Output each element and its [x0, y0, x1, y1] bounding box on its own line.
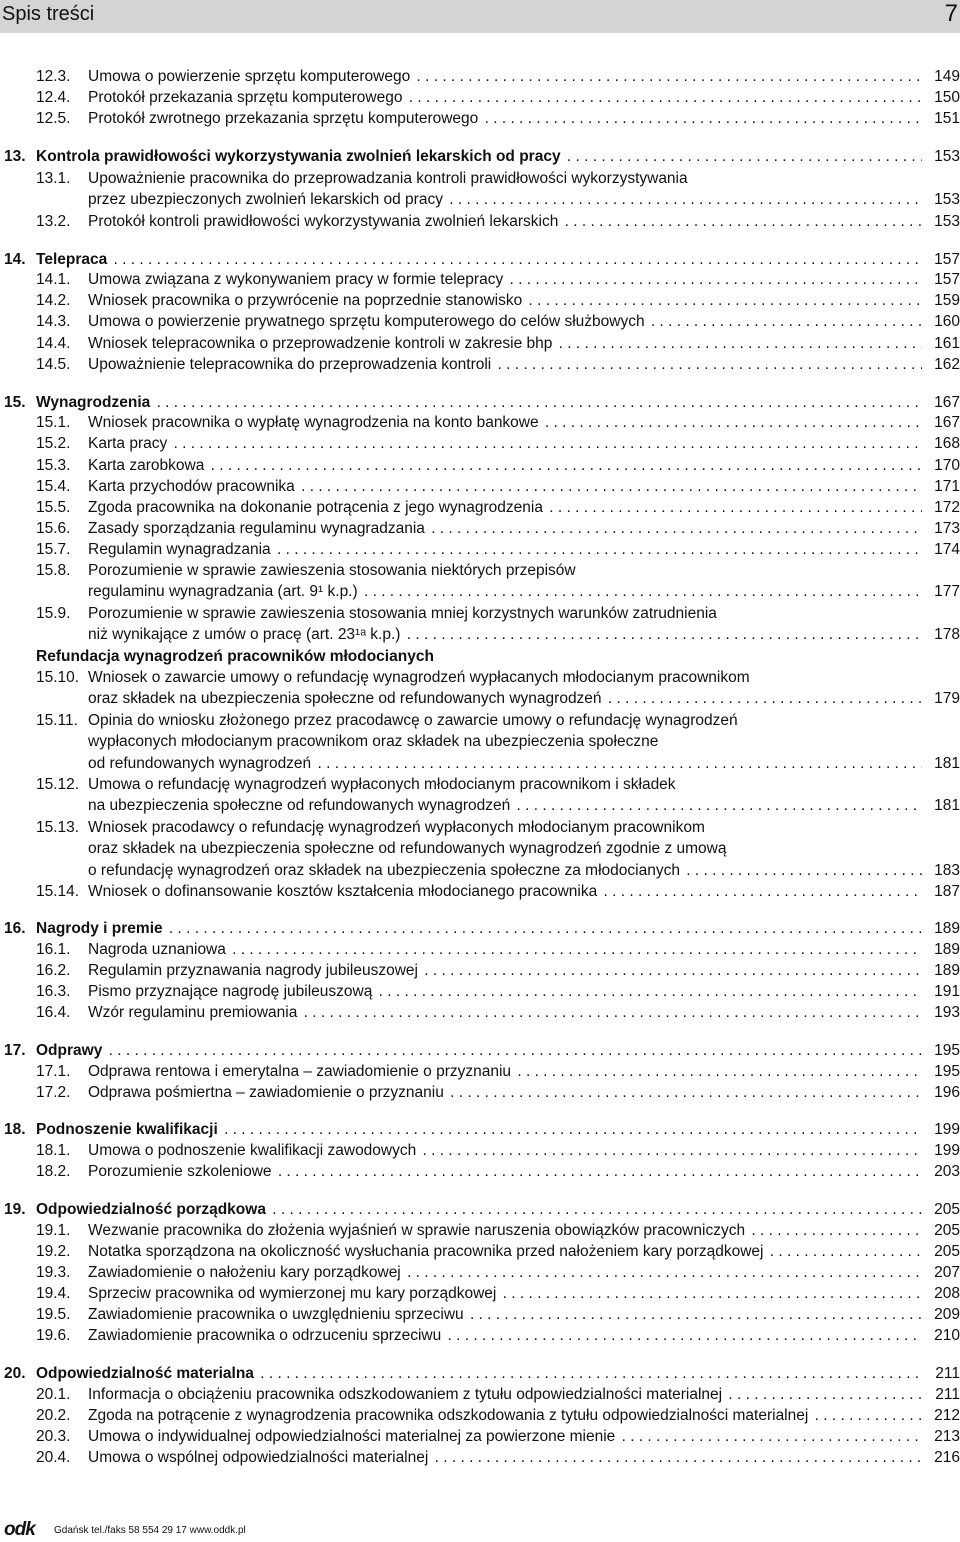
- toc-entry-title: Wniosek pracownika o wypłatę wynagrodzenia na konto bankowe: [88, 414, 539, 431]
- toc-page-number: 189: [934, 920, 960, 937]
- toc-entry-number: 18.1.: [36, 1142, 71, 1159]
- toc-entry-number: 15.6.: [36, 520, 71, 537]
- toc-entry-title: Umowa o powierzenie sprzętu komputerowego: [88, 68, 411, 85]
- toc-entry-number: 16.2.: [36, 962, 71, 979]
- toc-chapter-title: Nagrody i premie: [36, 920, 163, 937]
- toc-entry-title: Regulamin wynagradzania: [88, 541, 271, 558]
- toc-entry-number: 16.1.: [36, 941, 71, 958]
- toc-entry-title: Wezwanie pracownika do złożenia wyjaśnień w sprawie naruszenia obowiązków pracowniczych: [88, 1222, 746, 1239]
- toc-page-number: 199: [934, 1121, 960, 1138]
- toc-entry-title: o refundację wynagrodzeń oraz składek na ubezpieczenia społeczne za młodocianych: [88, 861, 680, 879]
- toc-page-number: 153: [934, 213, 960, 230]
- toc-entry-title: Karta pracy: [88, 435, 168, 452]
- toc-entry-number: 15.1.: [36, 414, 71, 431]
- toc-chapter[interactable]: [4, 1363, 960, 1385]
- toc-chapter[interactable]: [4, 1199, 960, 1221]
- toc-page-number: 207: [934, 1264, 960, 1281]
- toc-page-number: 205: [934, 1201, 960, 1218]
- toc-entry-number: 19.4.: [36, 1285, 71, 1302]
- toc-page-number: 216: [934, 1449, 960, 1466]
- toc-entry-number: 15.14.: [36, 883, 80, 900]
- toc-entry-number: 19.3.: [36, 1264, 71, 1281]
- toc-entry-number: 15.13.: [36, 819, 80, 836]
- toc-entry-number: 13.1.: [36, 170, 71, 187]
- toc-page-number: 151: [934, 110, 960, 127]
- toc-entry-title: Wniosek o zawarcie umowy o refundację wynagrodzeń wypłacanych młodocianym pracownikom: [88, 669, 750, 686]
- toc-page-number: 183: [934, 861, 960, 879]
- toc-entry-title: Porozumienie szkoleniowe: [88, 1163, 272, 1180]
- toc-entry-title: Karta zarobkowa: [88, 457, 205, 474]
- toc-page-number: 159: [934, 292, 960, 309]
- toc-entry-number: 15.9.: [36, 605, 71, 622]
- toc-entry-number: 17.2.: [36, 1084, 71, 1101]
- toc-page-number: 150: [934, 89, 960, 106]
- toc-entry-title: Upoważnienie pracownika do przeprowadzania kontroli prawidłowości wykorzystywania: [88, 170, 688, 187]
- toc-page-number: 181: [934, 754, 960, 772]
- toc-entry-number: 15.4.: [36, 478, 71, 495]
- toc-entry-title: Zawiadomienie o nałożeniu kary porządkowej: [88, 1264, 401, 1281]
- toc-entry-title: wypłaconych młodocianym pracownikom oraz składek na ubezpieczenia społeczne: [88, 733, 659, 751]
- toc-entry-number: 13.2.: [36, 213, 71, 230]
- toc-entry-title: Umowa o indywidualnej odpowiedzialności materialnej za powierzone mienie: [88, 1428, 616, 1445]
- toc-page-number: 187: [934, 883, 960, 900]
- toc-page-number: 211: [935, 1365, 960, 1382]
- toc-page-number: 177: [934, 583, 960, 601]
- toc-page-number: 208: [934, 1285, 960, 1302]
- toc-page-number: 153: [934, 148, 960, 165]
- toc-entry-number: 18.2.: [36, 1163, 71, 1180]
- toc-entry-number: 15.7.: [36, 541, 71, 558]
- toc-page-number: 195: [934, 1042, 960, 1059]
- toc-page-number: 161: [934, 335, 960, 352]
- toc-entry-title: Wniosek pracodawcy o refundację wynagrodzeń wypłaconych młodocianym pracownikom: [88, 819, 705, 836]
- toc-page-number: 157: [934, 271, 960, 288]
- toc-entry-title: Odprawa rentowa i emerytalna – zawiadomienie o przyznaniu: [88, 1063, 512, 1080]
- toc-entry-title: Wzór regulaminu premiowania: [88, 1004, 298, 1021]
- toc-entry-title: od refundowanych wynagrodzeń: [88, 754, 312, 772]
- toc-page-number: 181: [934, 797, 960, 815]
- toc-chapter[interactable]: [4, 392, 960, 414]
- toc-entry-title: Wniosek pracownika o przywrócenie na poprzednie stanowisko: [88, 292, 523, 309]
- toc-section-heading: Refundacja wynagrodzeń pracowników młodocianych: [36, 648, 434, 665]
- toc-entry-number: 15.10.: [36, 669, 80, 686]
- toc-chapter-number: 17.: [4, 1042, 26, 1059]
- toc-page-number: 167: [934, 414, 960, 431]
- toc-entry-title: oraz składek na ubezpieczenia społeczne od refundowanych wynagrodzeń: [88, 690, 602, 708]
- toc-page-number: 160: [934, 313, 960, 330]
- toc-chapter-number: 19.: [4, 1201, 26, 1218]
- toc-entry-title: Wniosek telepracownika o przeprowadzenie kontroli w zakresie bhp: [88, 335, 553, 352]
- toc-page-number: 203: [934, 1163, 960, 1180]
- toc-entry-number: 15.3.: [36, 457, 71, 474]
- toc-entry-title: Nagroda uznaniowa: [88, 941, 226, 958]
- toc-chapter-number: 14.: [4, 251, 26, 268]
- toc-entry-title: Odprawa pośmiertna – zawiadomienie o przyznaniu: [88, 1084, 444, 1101]
- toc-page-number: 157: [934, 251, 960, 268]
- toc-page-number: 213: [934, 1428, 960, 1445]
- toc-page-number: 196: [934, 1084, 960, 1101]
- toc-entry-title: Protokół zwrotnego przekazania sprzętu komputerowego: [88, 110, 479, 127]
- toc-entry-title: Karta przychodów pracownika: [88, 478, 295, 495]
- toc-entry-title: Opinia do wniosku złożonego przez pracodawcę o zawarcie umowy o refundację wynagrodzeń: [88, 712, 738, 729]
- toc-page-number: 172: [934, 499, 960, 516]
- toc-page-number: 168: [934, 435, 960, 452]
- toc-page-number: 205: [934, 1243, 960, 1260]
- toc-page-number: 211: [935, 1386, 960, 1403]
- toc-chapter-title: Kontrola prawidłowości wykorzystywania zwolnień lekarskich od pracy: [36, 148, 561, 165]
- toc-entry-number: 19.2.: [36, 1243, 71, 1260]
- toc-page-number: 179: [934, 690, 960, 708]
- toc-entry-title: Porozumienie w sprawie zawieszenia stosowania niektórych przepisów: [88, 562, 576, 579]
- toc-chapter-number: 18.: [4, 1121, 26, 1138]
- toc-page-number: 178: [934, 626, 960, 644]
- toc-entry-title: Zawiadomienie pracownika o odrzuceniu sprzeciwu: [88, 1327, 442, 1344]
- toc-page-number: 153: [934, 191, 960, 209]
- toc-chapter-title: Odpowiedzialność materialna: [36, 1365, 254, 1382]
- toc-entry-title: Umowa o powierzenie prywatnego sprzętu komputerowego do celów służbowych: [88, 313, 645, 330]
- toc-chapter-title: Telepraca: [36, 251, 108, 268]
- toc-entry-number: 15.11.: [36, 712, 78, 729]
- toc-chapter-title: Wynagrodzenia: [36, 394, 151, 411]
- toc-page-number: 199: [934, 1142, 960, 1159]
- toc-entry-number: 15.12.: [36, 776, 80, 793]
- toc-entry-number: 19.5.: [36, 1306, 71, 1323]
- toc-entry-title: regulaminu wynagradzania (art. 9¹ k.p.): [88, 583, 358, 601]
- toc-entry-number: 16.3.: [36, 983, 71, 1000]
- toc-chapter[interactable]: [4, 1119, 960, 1141]
- toc-chapter[interactable]: [4, 249, 960, 271]
- toc-entry-number: 19.6.: [36, 1327, 71, 1344]
- toc-entry-title: Zgoda pracownika na dokonanie potrącenia z jego wynagrodzenia: [88, 499, 543, 516]
- toc-entry-number: 14.1.: [36, 271, 71, 288]
- toc-page-number: 191: [934, 983, 960, 1000]
- toc-entry-number: 12.5.: [36, 110, 71, 127]
- toc-entry-title: Umowa o refundację wynagrodzeń wypłaconych młodocianym pracownikom i składek: [88, 776, 676, 793]
- toc-entry-number: 20.4.: [36, 1449, 71, 1466]
- toc-entry-title: Wniosek o dofinansowanie kosztów kształcenia młodocianego pracownika: [88, 883, 598, 900]
- toc-page-number: 195: [934, 1063, 960, 1080]
- toc-entry-number: 16.4.: [36, 1004, 71, 1021]
- toc-entry-title: Umowa o podnoszenie kwalifikacji zawodowych: [88, 1142, 417, 1159]
- toc-entry-title: oraz składek na ubezpieczenia społeczne od refundowanych wynagrodzeń zgodnie z umową: [88, 840, 727, 858]
- toc-entry-number: 15.5.: [36, 499, 71, 516]
- toc-entry-title: Informacja o obciążeniu pracownika odszkodowaniem z tytułu odpowiedzialności materialnej: [88, 1386, 723, 1403]
- toc-chapter-title: Odprawy: [36, 1042, 103, 1059]
- toc-entry-number: 14.5.: [36, 356, 71, 373]
- toc-page-number: 174: [934, 541, 960, 558]
- toc-page-number: 162: [934, 356, 960, 373]
- toc-entry-number: 20.2.: [36, 1407, 71, 1424]
- toc-page-number: 189: [934, 962, 960, 979]
- toc-page-number: 173: [934, 520, 960, 537]
- toc-entry-title: przez ubezpieczonych zwolnień lekarskich od pracy: [88, 191, 443, 209]
- toc-page-number: 212: [934, 1407, 960, 1424]
- toc-entry-title: Zasady sporządzania regulaminu wynagradzania: [88, 520, 425, 537]
- publisher-logo: odk: [4, 1519, 35, 1540]
- toc-entry-title: Protokół przekazania sprzętu komputerowego: [88, 89, 403, 106]
- toc-chapter[interactable]: [4, 918, 960, 940]
- toc-entry-title: Notatka sporządzona na okoliczność wysłuchania pracownika przed nałożeniem kary porządkowej: [88, 1243, 764, 1260]
- toc-chapter-title: Podnoszenie kwalifikacji: [36, 1121, 218, 1138]
- toc-entry-number: 20.1.: [36, 1386, 71, 1403]
- toc-page-number: 205: [934, 1222, 960, 1239]
- toc-chapter[interactable]: [4, 146, 960, 168]
- toc-entry-title: na ubezpieczenia społeczne od refundowanych wynagrodzeń: [88, 797, 511, 815]
- toc-entry-title: niż wynikające z umów o pracę (art. 23¹ᵃ k.p.): [88, 626, 401, 644]
- toc-chapter-number: 20.: [4, 1365, 26, 1382]
- toc-chapter-number: 13.: [4, 148, 26, 165]
- toc-entry-title: Protokół kontroli prawidłowości wykorzystywania zwolnień lekarskich: [88, 213, 559, 230]
- toc-page-number: 167: [934, 394, 960, 411]
- toc-entry-number: 20.3.: [36, 1428, 71, 1445]
- page-header: [0, 0, 960, 33]
- toc-page-number: 171: [934, 478, 960, 495]
- toc-chapter-title: Odpowiedzialność porządkowa: [36, 1201, 266, 1218]
- toc-entry-number: 15.8.: [36, 562, 71, 579]
- toc-entry-title: Zawiadomienie pracownika o uwzględnieniu sprzeciwu: [88, 1306, 464, 1323]
- toc-entry-title: Sprzeciw pracownika od wymierzonej mu kary porządkowej: [88, 1285, 497, 1302]
- toc-page-number: 189: [934, 941, 960, 958]
- toc-page-number: 209: [934, 1306, 960, 1323]
- header-title: Spis treści: [2, 3, 95, 25]
- toc-entry-number: 12.4.: [36, 89, 71, 106]
- toc-entry-number: 15.2.: [36, 435, 71, 452]
- toc-entry-number: 19.1.: [36, 1222, 71, 1239]
- toc-chapter[interactable]: [4, 1040, 960, 1062]
- toc-entry-title: Zgoda na potrącenie z wynagrodzenia pracownika odszkodowania z tytułu odpowiedzialności materialnej: [88, 1407, 809, 1424]
- toc-chapter-number: 15.: [4, 394, 26, 411]
- footer-contact: Gdańsk tel./faks 58 554 29 17 www.oddk.pl: [54, 1525, 246, 1536]
- page-number: 7: [944, 0, 958, 27]
- toc-chapter-number: 16.: [4, 920, 26, 937]
- toc-entry-number: 14.3.: [36, 313, 71, 330]
- toc-entry-number: 17.1.: [36, 1063, 71, 1080]
- toc-entry-title: Pismo przyznające nagrodę jubileuszową: [88, 983, 373, 1000]
- toc-entry-title: Umowa związana z wykonywaniem pracy w formie telepracy: [88, 271, 504, 288]
- toc-entry-title: Upoważnienie telepracownika do przeprowadzenia kontroli: [88, 356, 492, 373]
- toc-entry-title: Regulamin przyznawania nagrody jubileuszowej: [88, 962, 418, 979]
- toc-page-number: 193: [934, 1004, 960, 1021]
- toc-page-number: 149: [934, 68, 960, 85]
- toc-entry-number: 14.4.: [36, 335, 71, 352]
- toc-entry-title: Umowa o wspólnej odpowiedzialności materialnej: [88, 1449, 429, 1466]
- toc-entry-number: 14.2.: [36, 292, 71, 309]
- toc-entry-number: 12.3.: [36, 68, 71, 85]
- toc-page-number: 170: [934, 457, 960, 474]
- page-footer: [0, 1518, 960, 1542]
- toc-entry-title: Porozumienie w sprawie zawieszenia stosowania mniej korzystnych warunków zatrudnienia: [88, 605, 717, 622]
- toc-page-number: 210: [934, 1327, 960, 1344]
